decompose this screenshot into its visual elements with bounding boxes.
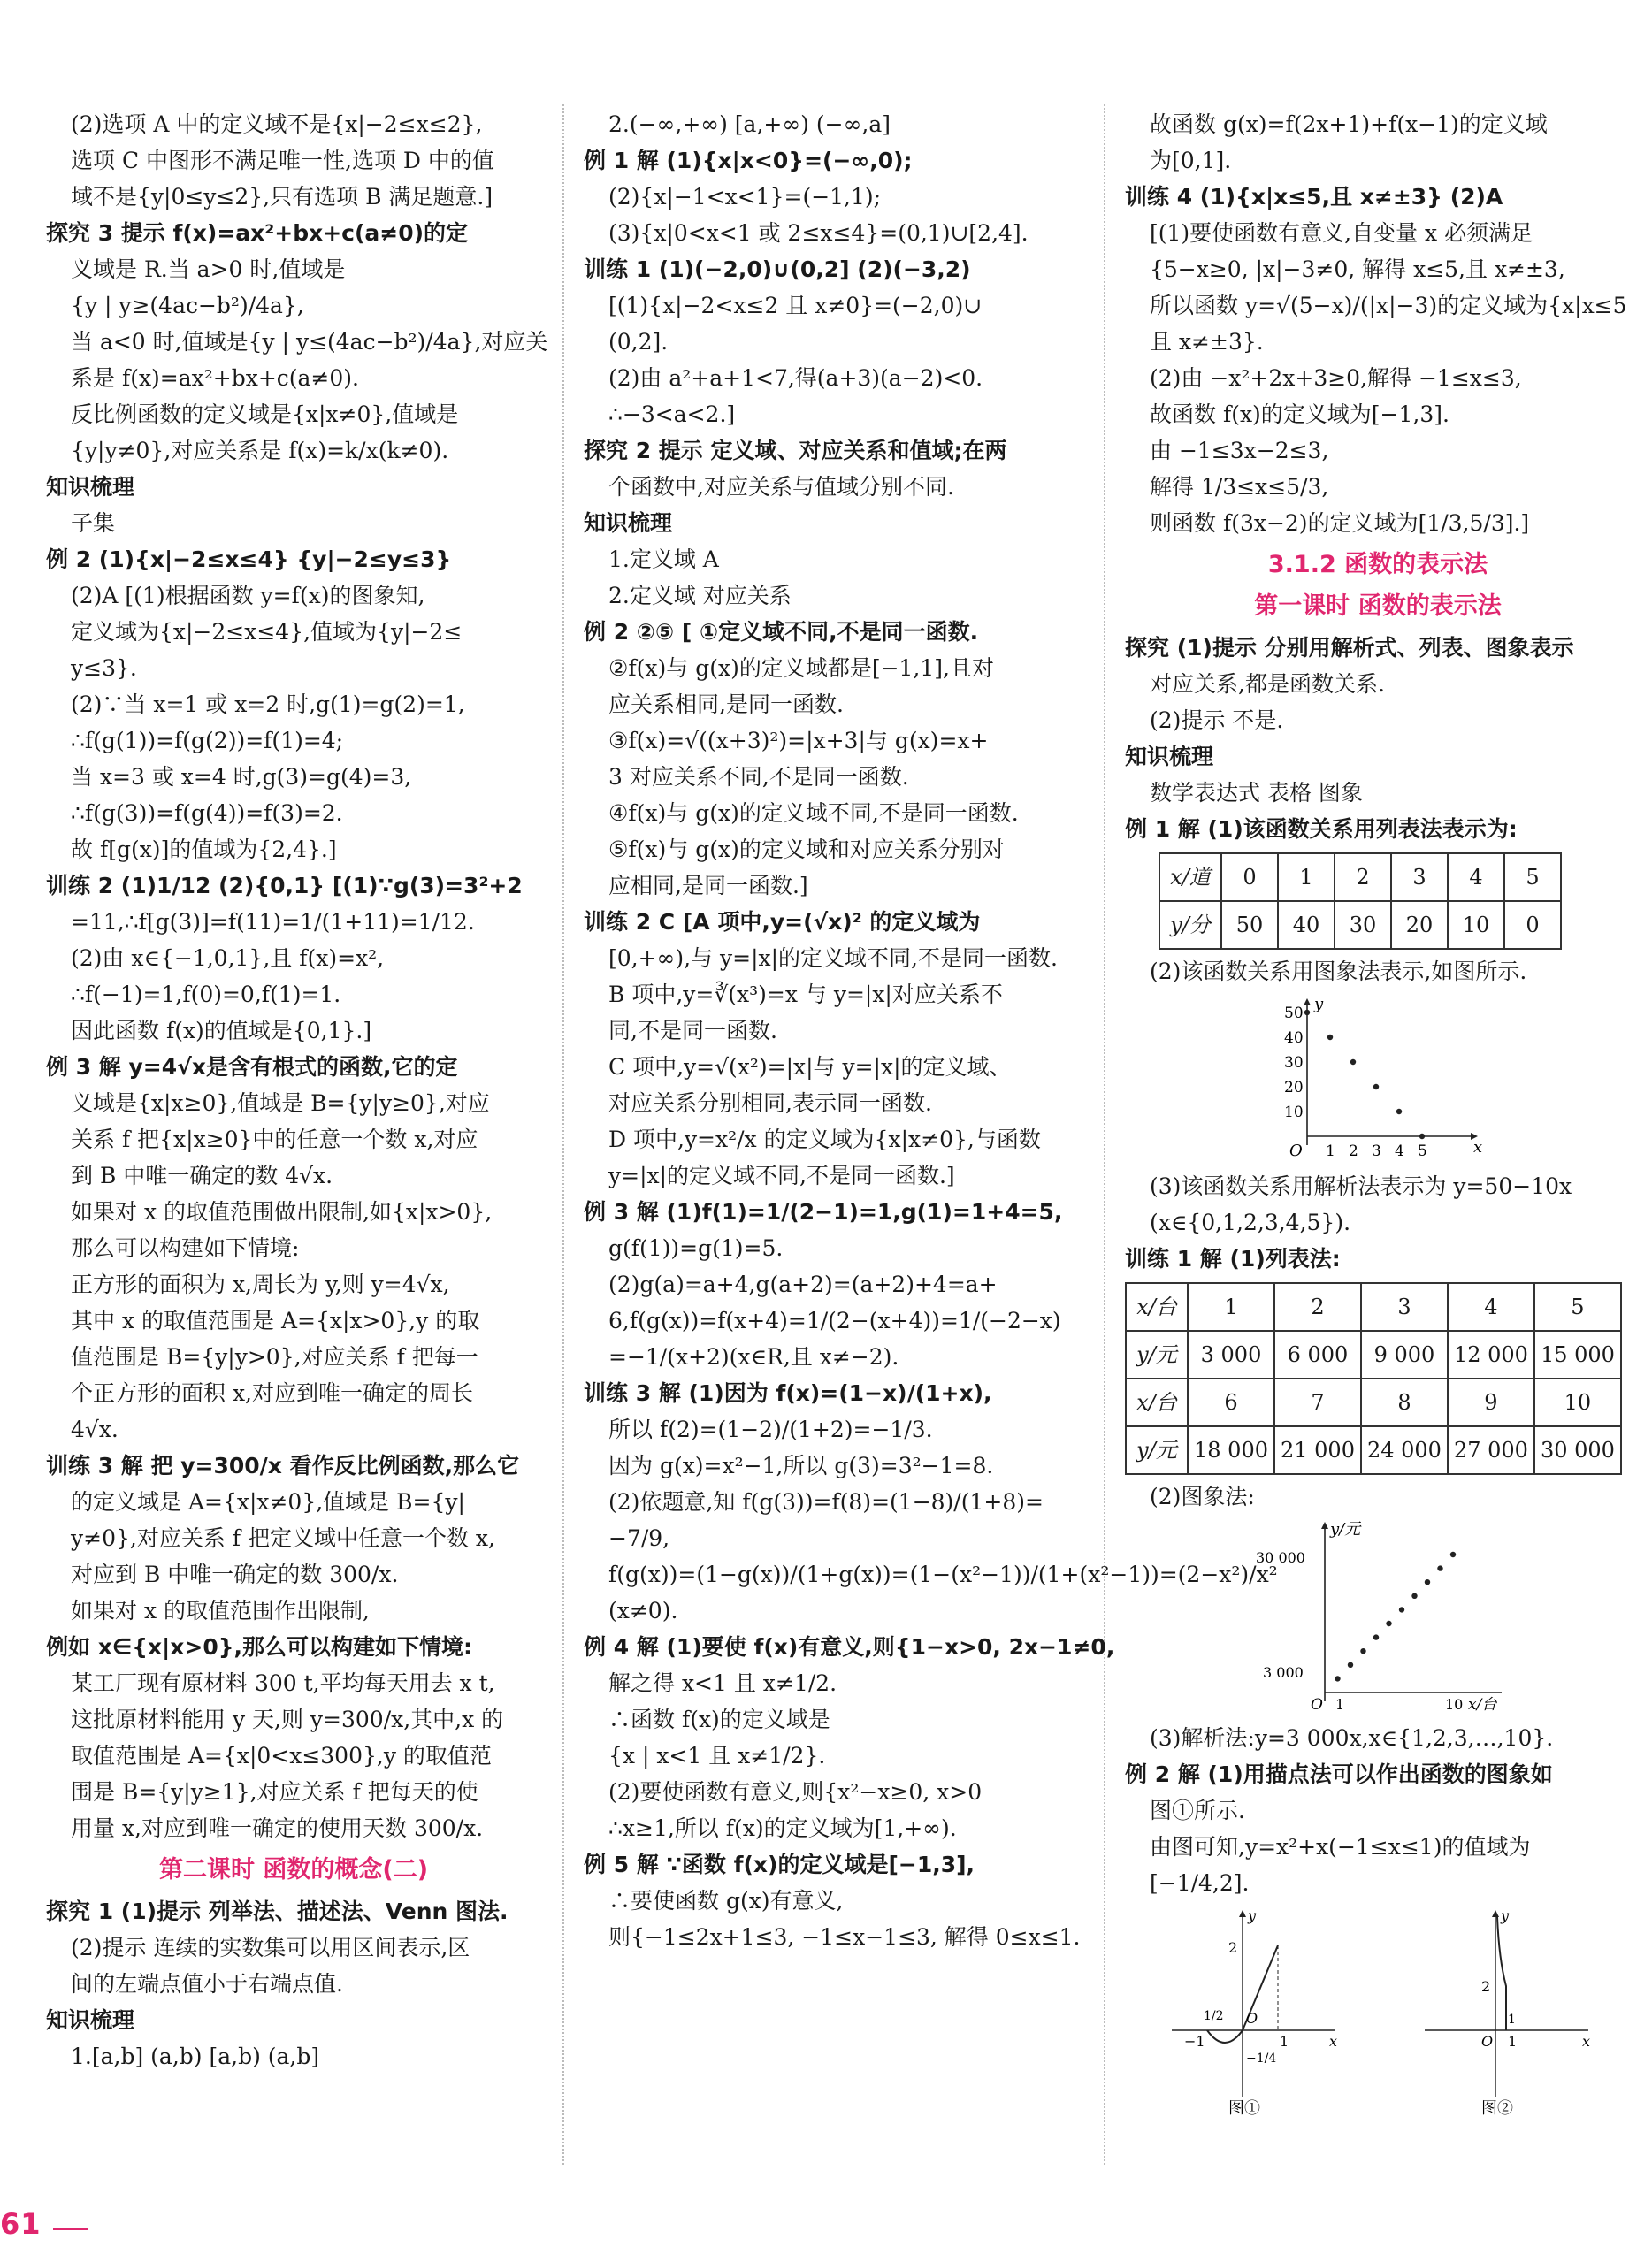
text-line: 例 2 (1){x|−2≤x≤4} {y|−2≤y≤3} <box>46 546 452 572</box>
fig3-y-arrow <box>1239 1910 1246 1917</box>
table-cell: 0 <box>1221 853 1278 901</box>
text-line: y≠0},对应关系 f 把定义域中任意一个数 x, <box>71 1525 495 1551</box>
text-line: (2)由 x∈{−1,0,1},且 f(x)=x², <box>71 945 385 971</box>
text-line: 例 2 解 (1)用描点法可以作出函数的图象如 <box>1125 1761 1553 1787</box>
table-cell: 4 <box>1448 1283 1534 1331</box>
text-line: y≤3}. <box>71 655 137 681</box>
section-title: 3.1.2 函数的表示法 <box>1267 551 1488 578</box>
text-line: (2)g(a)=a+4,g(a+2)=(a+2)+4=a+ <box>608 1272 998 1297</box>
text-line: 训练 4 (1){x|x≤5,且 x≠±3} (2)A <box>1125 184 1503 210</box>
fig1-x-tick: 3 <box>1372 1142 1381 1160</box>
fig2-y-arrow <box>1321 1522 1328 1529</box>
fig2-x-tick-1: 1 <box>1335 1696 1345 1713</box>
right-column-top-text <box>1125 106 1631 541</box>
right-column-mid-text <box>1125 630 1631 847</box>
fig3-label-half: 1/2 <box>1204 2009 1224 2023</box>
table-cell: 3 <box>1361 1283 1448 1331</box>
text-line: ②f(x)与 g(x)的定义域都是[−1,1],且对 <box>608 655 994 681</box>
table-cell: x/台 <box>1126 1283 1188 1331</box>
text-line: 应相同,是同一函数.] <box>608 873 808 898</box>
table-cell: 3 <box>1391 853 1448 901</box>
text-line: 例 2 ②⑤ [ ①定义域不同,不是同一函数. <box>584 619 979 645</box>
text-line: 义域是 R.当 a>0 时,值域是 <box>71 256 346 282</box>
text-line: (x≠0). <box>608 1598 678 1624</box>
text-line: 所以函数 y=√(5−x)/(|x|−3)的定义域为{x|x≤5 <box>1150 293 1627 318</box>
text-line: =−1/(x+2)(x∈R,且 x≠−2). <box>608 1344 899 1370</box>
text-line: y=|x|的定义域不同,不是同一函数.] <box>608 1163 955 1188</box>
fig1-x-tick: 4 <box>1395 1142 1404 1160</box>
fig2-point <box>1437 1565 1442 1570</box>
text-line: 训练 1 (1)(−2,0)∪(0,2] (2)(−3,2) <box>584 256 971 282</box>
text-line: 应关系相同,是同一函数. <box>608 691 844 717</box>
text-line: 反比例函数的定义域是{x|x≠0},值域是 <box>71 401 459 427</box>
fig4-label-o: O <box>1481 2033 1494 2050</box>
page-number-rule <box>53 2228 88 2230</box>
fig1-y-label: y <box>1314 995 1324 1013</box>
text-line: 域不是{y|0≤y≤2},只有选项 B 满足题意.] <box>71 184 493 210</box>
fig2-y-label: y/元 <box>1330 1520 1361 1539</box>
table-cell: 9 000 <box>1361 1331 1448 1379</box>
text-line: −7/9, <box>608 1525 670 1551</box>
fig4-label-1: 1 <box>1508 2033 1518 2050</box>
table-cell: 5 <box>1504 853 1561 901</box>
text-line: 那么可以构建如下情境: <box>71 1235 300 1261</box>
fig1-point <box>1419 1134 1425 1139</box>
fig2-y-bottom: 3 000 <box>1263 1664 1304 1681</box>
text-line: 子集 <box>71 510 116 536</box>
text-line: 1.[a,b] (a,b) [a,b) (a,b] <box>71 2044 320 2069</box>
text-line: 2.(−∞,+∞) [a,+∞) (−∞,a] <box>608 111 891 137</box>
figure-row <box>1125 1906 1631 2119</box>
column-left <box>46 106 548 2166</box>
text-line: 个函数中,对应关系与值域分别不同. <box>608 474 954 500</box>
text-line: {x | x<1 且 x≠1/2}. <box>608 1743 826 1769</box>
fig4-tick-1: 1 <box>1508 2013 1516 2027</box>
table-row <box>1126 1331 1621 1379</box>
fig1-origin: O <box>1289 1142 1303 1160</box>
text-line: ∴−3<a<2.] <box>608 401 736 427</box>
text-line: (2)提示 不是. <box>1150 707 1284 733</box>
table-cell: 2 <box>1274 1283 1361 1331</box>
text-line: ∴x≥1,所以 f(x)的定义域为[1,+∞). <box>608 1815 957 1841</box>
text-line: (3)解析法:y=3 000x,x∈{1,2,3,…,10}. <box>1150 1725 1554 1751</box>
table-cell: y/分 <box>1159 901 1221 949</box>
text-line: (2)要使函数有意义,则{x²−x≥0, x>0 <box>608 1779 983 1805</box>
text-line: 第二课时 函数的概念(二) <box>158 1856 429 1883</box>
text-line: (3){x|0<x<1 或 2≤x≤4}=(0,1)∪[2,4]. <box>608 220 1029 246</box>
fig2-point <box>1360 1648 1365 1654</box>
table-cell: 20 <box>1391 901 1448 949</box>
text-line: 如果对 x 的取值范围做出限制,如{x|x>0}, <box>71 1199 493 1225</box>
text-line: 解得 1/3≤x≤5/3, <box>1150 474 1329 500</box>
text-line: 且 x≠±3}. <box>1150 329 1264 355</box>
text-line: [(1){x|−2<x≤2 且 x≠0}=(−2,0)∪ <box>608 293 983 318</box>
table-cell: 30 <box>1335 901 1391 949</box>
after-fig2-text <box>1125 1720 1631 1901</box>
text-line: 例 5 解 ∵函数 f(x)的定义域是[−1,3], <box>584 1852 975 1877</box>
text-line: 探究 1 (1)提示 列举法、描述法、Venn 图法. <box>46 1899 509 1924</box>
text-line: 训练 3 解 (1)因为 f(x)=(1−x)/(1+x), <box>584 1380 992 1406</box>
text-line: 某工厂现有原材料 300 t,平均每天用去 x t, <box>71 1670 495 1696</box>
text-line: 定义域为{x|−2≤x≤4},值域为{y|−2≤ <box>71 619 463 645</box>
text-line: 例 3 解 y=4√x是含有根式的函数,它的定 <box>46 1054 458 1080</box>
text-line: 同,不是同一函数. <box>608 1018 777 1043</box>
column-divider-1 <box>562 104 564 2165</box>
fig2-point <box>1386 1621 1391 1626</box>
fig3-label-1: 1 <box>1280 2033 1289 2050</box>
figure-1-parabola <box>1154 1906 1349 2119</box>
text-line: (0,2]. <box>608 329 669 355</box>
text-line: 间的左端点值小于右端点值. <box>71 1971 343 1997</box>
text-line: (2){x|−1<x<1}=(−1,1); <box>608 184 882 210</box>
fig3-caption: 图① <box>1228 2099 1260 2118</box>
fig3-label-neg1: −1 <box>1184 2033 1205 2050</box>
text-line: 故函数 f(x)的定义域为[−1,3]. <box>1150 401 1449 427</box>
text-line: 由 −1≤3x−2≤3, <box>1150 438 1329 463</box>
table-cell: 21 000 <box>1274 1426 1361 1474</box>
table-cell: 12 000 <box>1448 1331 1534 1379</box>
fig1-y-tick: 20 <box>1284 1079 1304 1096</box>
fig1-y-tick: 10 <box>1284 1104 1304 1121</box>
text-line: 围是 B={y|y≥1},对应关系 f 把每天的使 <box>71 1779 478 1805</box>
table-cell: 24 000 <box>1361 1426 1448 1474</box>
figure-2-curve <box>1407 1906 1602 2119</box>
text-line: {5−x≥0, |x|−3≠0, 解得 x≤5,且 x≠±3, <box>1150 256 1565 282</box>
text-line: 系是 f(x)=ax²+bx+c(a≠0). <box>71 365 359 391</box>
table-cell: 2 <box>1335 853 1391 901</box>
text-line: C 项中,y=√(x²)=|x|与 y=|x|的定义域、 <box>608 1054 1012 1080</box>
column-right <box>1125 106 1631 2166</box>
text-line: 例 1 解 (1)该函数关系用列表法表示为: <box>1125 816 1518 842</box>
table-cell: 9 <box>1448 1379 1534 1426</box>
text-line: 4√x. <box>71 1417 119 1442</box>
text-line: (2)由 a²+a+1<7,得(a+3)(a−2)<0. <box>608 365 983 391</box>
text-line: 值范围是 B={y|y>0},对应关系 f 把每一 <box>71 1344 478 1370</box>
text-line: =11,∴f[g(3)]=f(11)=1/(1+11)=1/12. <box>71 909 475 935</box>
fig3-label-o: O <box>1246 2010 1258 2027</box>
text-line: 由图可知,y=x²+x(−1≤x≤1)的值域为 <box>1150 1834 1531 1860</box>
fig1-x-tick: 2 <box>1349 1142 1358 1160</box>
after-table1-line: (2)该函数关系用图象法表示,如图所示. <box>1150 959 1527 984</box>
text-line: ∴函数 f(x)的定义域是 <box>608 1707 830 1732</box>
text-line: 例如 x∈{x|x>0},那么可以构建如下情境: <box>46 1634 473 1660</box>
text-line: f(g(x))=(1−g(x))/(1+g(x))=(1−(x²−1))/(1+(x²−1))=(2−x²)/x² <box>608 1562 1278 1587</box>
fig2-point <box>1450 1552 1456 1557</box>
table-cell: 5 <box>1534 1283 1621 1331</box>
text-line: 因为 g(x)=x²−1,所以 g(3)=3²−1=8. <box>608 1453 994 1478</box>
table-score <box>1159 852 1562 950</box>
table-cell: 6 <box>1188 1379 1274 1426</box>
text-line: 知识梳理 <box>46 474 135 500</box>
text-line: 的定义域是 A={x|x≠0},值域是 B={y| <box>71 1489 465 1515</box>
table-cell: 4 <box>1448 853 1504 901</box>
fig1-point <box>1327 1035 1333 1040</box>
text-line: 故函数 g(x)=f(2x+1)+f(x−1)的定义域 <box>1150 111 1548 137</box>
table-cell: 1 <box>1188 1283 1274 1331</box>
figure-scatter-score <box>1272 995 1484 1163</box>
table-cell: 7 <box>1274 1379 1361 1426</box>
text-line: 探究 (1)提示 分别用解析式、列表、图象表示 <box>1125 635 1574 661</box>
fig3-label-y: y <box>1248 1907 1257 1924</box>
fig1-point <box>1304 1010 1310 1015</box>
fig2-point <box>1335 1676 1340 1681</box>
fig1-y-tick: 30 <box>1284 1054 1304 1072</box>
text-line: 训练 2 (1)1/12 (2){0,1} [(1)∵g(3)=3²+2 <box>46 873 523 898</box>
table-cell: 0 <box>1504 901 1561 949</box>
fig1-x-tick: 1 <box>1326 1142 1335 1160</box>
column-divider-2 <box>1104 104 1105 2165</box>
fig4-label-x: x <box>1582 2033 1591 2050</box>
text-line: 训练 3 解 把 y=300/x 看作反比例函数,那么它 <box>46 1453 520 1478</box>
fig1-point <box>1396 1109 1402 1114</box>
text-line: 这批原材料能用 y 天,则 y=300/x,其中,x 的 <box>71 1707 504 1732</box>
text-line: B 项中,y=∛(x³)=x 与 y=|x|对应关系不 <box>608 982 1003 1007</box>
fig2-point <box>1348 1662 1353 1668</box>
table-cell: 27 000 <box>1448 1426 1534 1474</box>
table-cell: y/元 <box>1126 1426 1188 1474</box>
fig4-curve <box>1497 1917 1506 2030</box>
section-subtitle: 第一课时 函数的表示法 <box>1254 592 1502 620</box>
text-line: 正方形的面积为 x,周长为 y,则 y=4√x, <box>71 1272 450 1297</box>
text-line: (2)选项 A 中的定义域不是{x|−2≤x≤2}, <box>71 111 483 137</box>
text-line: 个正方形的面积 x,对应到唯一确定的周长 <box>71 1380 473 1406</box>
table-row <box>1126 1426 1621 1474</box>
fig4-label-y: y <box>1501 1907 1510 1924</box>
text-line: ④f(x)与 g(x)的定义域不同,不是同一函数. <box>608 800 1019 826</box>
text-line: 当 a<0 时,值域是{y | y≤(4ac−b²)/4a},对应关 <box>71 329 548 355</box>
text-line: 数学表达式 表格 图象 <box>1150 780 1363 806</box>
text-line: 如果对 x 的取值范围作出限制, <box>71 1598 370 1624</box>
text-line: 关系 f 把{x|x≥0}中的任意一个数 x,对应 <box>71 1127 478 1152</box>
table-revenue <box>1125 1282 1622 1475</box>
fig2-y-top: 30 000 <box>1256 1549 1305 1566</box>
text-line: 对应到 B 中唯一确定的数 300/x. <box>71 1562 399 1587</box>
text-line: 训练 1 解 (1)列表法: <box>1125 1246 1341 1272</box>
text-line: 对应关系,都是函数关系. <box>1150 671 1385 697</box>
page-number: 61 <box>0 2207 42 2241</box>
text-line: 则{−1≤2x+1≤3, −1≤x−1≤3, 解得 0≤x≤1. <box>608 1924 1081 1950</box>
fig3-label-quarter: −1/4 <box>1246 2052 1277 2066</box>
text-line: [(1)要使函数有意义,自变量 x 必须满足 <box>1150 220 1533 246</box>
fig1-y-tick: 50 <box>1284 1005 1304 1022</box>
fig4-y-arrow <box>1492 1910 1499 1917</box>
table-cell: 15 000 <box>1534 1331 1621 1379</box>
after-fig1-text <box>1125 1168 1631 1277</box>
table-cell: 10 <box>1534 1379 1621 1426</box>
text-line: (3)该函数关系用解析法表示为 y=50−10x <box>1150 1173 1572 1199</box>
text-line: (2)A [(1)根据函数 y=f(x)的图象知, <box>71 583 425 608</box>
text-line: ∴f(−1)=1,f(0)=0,f(1)=1. <box>71 982 341 1007</box>
fig4-label-2: 2 <box>1481 1978 1491 1995</box>
text-line: 2.定义域 对应关系 <box>608 583 792 608</box>
text-line: 例 3 解 (1)f(1)=1/(2−1)=1,g(1)=1+4=5, <box>584 1199 1063 1225</box>
table-cell: x/台 <box>1126 1379 1188 1426</box>
text-line: g(f(1))=g(1)=5. <box>608 1235 784 1261</box>
table-row <box>1126 1283 1621 1331</box>
fig1-point <box>1373 1084 1379 1089</box>
table-cell: 8 <box>1361 1379 1448 1426</box>
text-line: [−1/4,2]. <box>1150 1870 1250 1896</box>
text-line: 选项 C 中图形不满足唯一性,选项 D 中的值 <box>71 148 494 173</box>
fig2-x-tick-10: 10 <box>1445 1696 1464 1713</box>
fig1-x-label: x <box>1473 1138 1483 1157</box>
text-line: ∴f(g(3))=f(g(4))=f(3)=2. <box>71 800 343 826</box>
text-line: (2)依题意,知 f(g(3))=f(8)=(1−8)/(1+8)= <box>608 1489 1044 1515</box>
fig2-origin: O <box>1311 1696 1323 1714</box>
fig3-label-x: x <box>1329 2033 1338 2050</box>
fig1-y-tick: 40 <box>1284 1029 1304 1047</box>
text-line: 训练 2 C [A 项中,y=(√x)² 的定义域为 <box>584 909 981 935</box>
text-line: 为[0,1]. <box>1150 148 1232 173</box>
table-cell: y/元 <box>1126 1331 1188 1379</box>
text-line: ③f(x)=√((x+3)²)=|x+3|与 g(x)=x+ <box>608 728 989 753</box>
text-line: 用量 x,对应到唯一确定的使用天数 300/x. <box>71 1815 484 1841</box>
text-line: 对应关系分别相同,表示同一函数. <box>608 1090 932 1116</box>
text-line: (2)由 −x²+2x+3≥0,解得 −1≤x≤3, <box>1150 365 1522 391</box>
fig2-point <box>1373 1634 1379 1639</box>
text-line: 例 1 解 (1){x|x<0}=(−∞,0); <box>584 148 913 173</box>
after-table2-line: (2)图象法: <box>1150 1484 1255 1509</box>
text-line: (2)提示 连续的实数集可以用区间表示,区 <box>71 1935 470 1960</box>
fig1-y-arrow <box>1304 998 1311 1005</box>
text-line: 其中 x 的取值范围是 A={x|x>0},y 的取 <box>71 1308 480 1333</box>
fig1-point <box>1350 1059 1356 1065</box>
text-line: 因此函数 f(x)的值域是{0,1}.] <box>71 1018 372 1043</box>
table-row <box>1159 901 1561 949</box>
table-row <box>1126 1379 1621 1426</box>
text-line: 当 x=3 或 x=4 时,g(3)=g(4)=3, <box>71 764 412 790</box>
text-line: 知识梳理 <box>584 510 673 536</box>
table-cell: 10 <box>1448 901 1504 949</box>
text-line: ∴f(g(1))=f(g(2))=f(1)=4; <box>71 728 344 753</box>
text-line: 探究 3 提示 f(x)=ax²+bx+c(a≠0)的定 <box>46 220 469 246</box>
table-cell: 18 000 <box>1188 1426 1274 1474</box>
text-line: 所以 f(2)=(1−2)/(1+2)=−1/3. <box>608 1417 933 1442</box>
text-line: [0,+∞),与 y=|x|的定义域不同,不是同一函数. <box>608 945 1058 971</box>
text-line: (x∈{0,1,2,3,4,5}). <box>1150 1210 1351 1235</box>
text-line: 图①所示. <box>1150 1798 1245 1823</box>
fig4-caption: 图② <box>1481 2099 1513 2118</box>
text-line: 取值范围是 A={x|0<x≤300},y 的取值范 <box>71 1743 492 1769</box>
table-cell: 6 000 <box>1274 1331 1361 1379</box>
text-line: 6,f(g(x))=f(x+4)=1/(2−(x+4))=1/(−2−x) <box>608 1308 1061 1333</box>
fig2-point <box>1425 1579 1430 1585</box>
text-line: 知识梳理 <box>1125 744 1214 769</box>
text-line: 知识梳理 <box>46 2007 135 2033</box>
text-line: ∴要使函数 g(x)有意义, <box>608 1888 844 1914</box>
text-line: 故 f[g(x)]的值域为{2,4}.] <box>71 837 337 862</box>
text-line: 1.定义域 A <box>608 546 719 572</box>
table-cell: 1 <box>1278 853 1335 901</box>
text-line: {y | y≥(4ac−b²)/4a}, <box>71 293 304 318</box>
text-line: (2)∵当 x=1 或 x=2 时,g(1)=g(2)=1, <box>71 691 465 717</box>
text-line: 解之得 x<1 且 x≠1/2. <box>608 1670 837 1696</box>
fig2-point <box>1399 1607 1404 1612</box>
text-line: 探究 2 提示 定义域、对应关系和值域;在两 <box>584 438 1007 463</box>
text-line: D 项中,y=x²/x 的定义域为{x|x≠0},与函数 <box>608 1127 1041 1152</box>
text-line: 到 B 中唯一确定的数 4√x. <box>71 1163 333 1188</box>
text-line: 则函数 f(3x−2)的定义域为[1/3,5/3].] <box>1150 510 1530 536</box>
text-line: 义域是{x|x≥0},值域是 B={y|y≥0},对应 <box>71 1090 490 1116</box>
fig3-label-2: 2 <box>1228 1939 1238 1956</box>
fig1-x-tick: 5 <box>1418 1142 1427 1160</box>
text-line: ⑤f(x)与 g(x)的定义域和对应关系分别对 <box>608 837 1005 862</box>
table-row <box>1159 853 1561 901</box>
text-line: {y|y≠0},对应关系是 f(x)=k/x(k≠0). <box>71 438 449 463</box>
table-cell: 40 <box>1278 901 1335 949</box>
figure-scatter-revenue <box>1236 1520 1519 1715</box>
table-cell: 30 000 <box>1534 1426 1621 1474</box>
text-line: 例 4 解 (1)要使 f(x)有意义,则{1−x>0, 2x−1≠0, <box>584 1634 1115 1660</box>
fig2-x-label: x/台 <box>1468 1696 1497 1714</box>
table-cell: 50 <box>1221 901 1278 949</box>
table-cell: x/道 <box>1159 853 1221 901</box>
fig2-point <box>1411 1593 1417 1599</box>
text-line: 3 对应关系不同,不是同一函数. <box>608 764 909 790</box>
table-cell: 3 000 <box>1188 1331 1274 1379</box>
